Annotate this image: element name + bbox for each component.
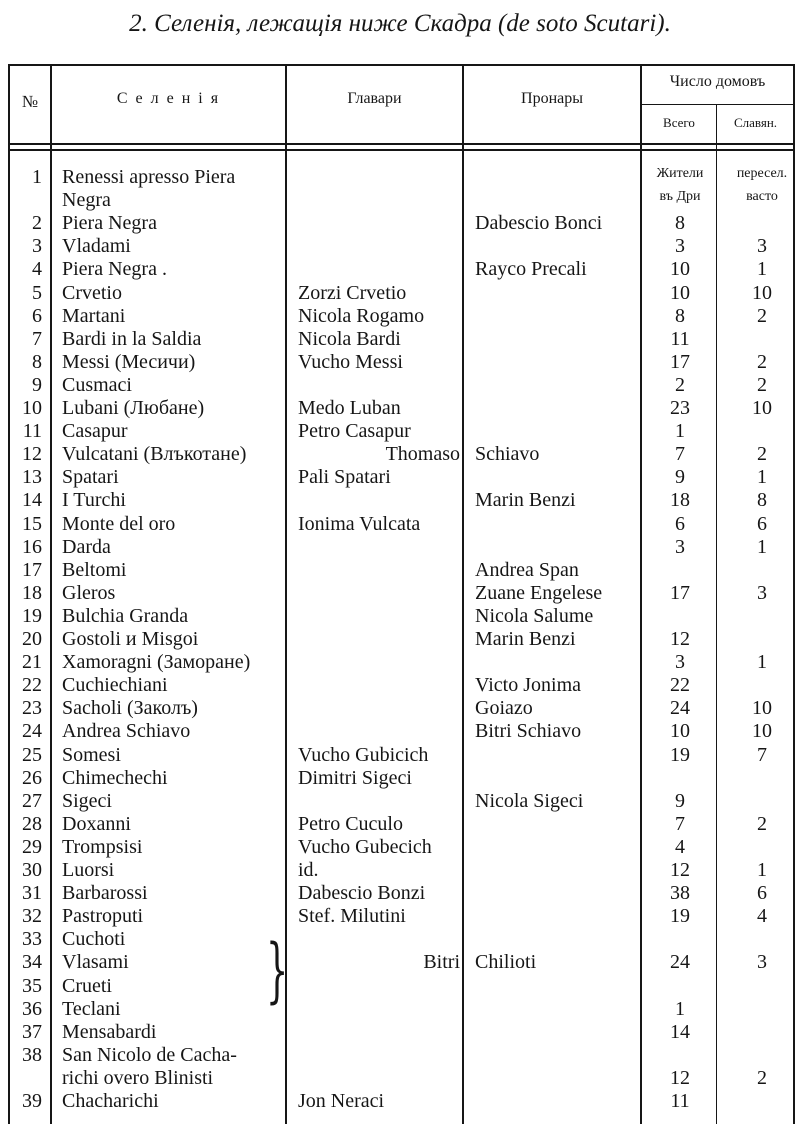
settlement-cell: San Nicolo de Cachа-	[62, 1043, 237, 1066]
pronar-cell: Marin Benzi	[475, 489, 576, 512]
row-number: 8	[32, 350, 42, 373]
settlement-cell: Somesi	[62, 743, 121, 766]
slav-houses-cell: 3	[757, 951, 767, 974]
table-row	[0, 397, 800, 420]
row-number: 28	[22, 812, 42, 835]
header-pronari: Пронары	[521, 90, 583, 107]
total-houses-cell: 22	[670, 674, 690, 697]
chief-cell: Medo Luban	[298, 397, 401, 419]
table-row	[0, 489, 800, 512]
pronar-cell: Victo Jonima	[475, 674, 582, 697]
row-number: 4	[32, 258, 42, 281]
settlement-cell: Negra	[62, 189, 111, 212]
settlement-cell: I Turchi	[62, 489, 126, 512]
total-houses-cell: 10	[670, 258, 690, 281]
slav-houses-cell: пересел.	[736, 166, 788, 181]
table-top-rule	[8, 64, 794, 66]
header-slav: Славян.	[733, 115, 778, 130]
table-row	[0, 790, 800, 813]
settlement-cell: Gleros	[62, 581, 116, 604]
chief-cell: Dabescio Bonzi	[298, 882, 426, 905]
pronar-cell: Andrea Span	[475, 558, 579, 581]
settlement-cell: Martani	[62, 304, 126, 327]
total-houses-cell: 1	[675, 997, 685, 1020]
row-number: 31	[22, 882, 42, 905]
row-number: 12	[22, 443, 42, 466]
pronar-cell: Dabescio Bonci	[475, 212, 603, 235]
header-total: Всего	[663, 115, 695, 130]
slav-houses-cell: 3	[757, 581, 767, 604]
settlement-cell: Crueti	[62, 974, 112, 997]
table-row	[0, 605, 800, 628]
slav-houses-cell: 1	[757, 535, 767, 558]
total-houses-cell: 10	[670, 720, 690, 743]
table-row	[0, 443, 800, 466]
row-number: 19	[22, 604, 42, 627]
total-houses-cell: 9	[675, 466, 685, 489]
chief-cell: Ionima Vulcata	[298, 512, 421, 535]
table-row	[0, 212, 800, 235]
pronar-cell: Zuane Engelese	[475, 581, 603, 604]
settlement-cell: Xamoragni (Заморане)	[62, 651, 251, 674]
table-row	[0, 1067, 800, 1090]
chief-cell: Jon Neraci	[298, 1090, 385, 1112]
table-row	[0, 513, 800, 536]
total-houses-cell: Жители	[656, 166, 704, 181]
total-houses-cell: 7	[675, 443, 685, 466]
row-number: 21	[22, 651, 42, 674]
table-row	[0, 166, 800, 189]
total-houses-cell: въ Дри	[659, 189, 701, 205]
page-title: 2. Селенія, лежащія ниже Скадра (de soto Scutari).	[129, 10, 671, 37]
settlement-cell: Cuchoti	[62, 928, 126, 951]
table-row	[0, 328, 800, 351]
row-number: 20	[22, 628, 42, 650]
settlement-cell: Piera Negra .	[62, 258, 167, 281]
row-number: 33	[22, 928, 42, 951]
row-number: 25	[22, 743, 42, 766]
chief-cell: Petro Cuculo	[298, 812, 403, 835]
slav-houses-cell: 1	[757, 466, 767, 489]
settlement-cell: Doxanni	[62, 812, 131, 835]
chief-cell: Stef. Milutini	[298, 905, 406, 928]
table-row	[0, 674, 800, 697]
row-number: 36	[22, 997, 42, 1020]
settlement-cell: Lubani (Любане)	[62, 397, 205, 419]
slav-houses-cell: 2	[757, 812, 767, 835]
settlement-cell: Vulcatani (Влъкотане)	[62, 443, 247, 466]
row-number: 30	[22, 859, 42, 881]
row-number: 24	[22, 720, 42, 743]
settlement-cell: Chimechechi	[62, 766, 168, 789]
settlement-cell: Vlasami	[62, 951, 129, 974]
slav-houses-cell: 8	[757, 489, 767, 512]
total-houses-cell: 3	[675, 235, 685, 258]
row-number: 39	[22, 1090, 42, 1112]
slav-houses-cell: васто	[746, 189, 778, 205]
settlement-cell: Crvetio	[62, 281, 122, 304]
header-settlements: С е л е н і я	[116, 90, 221, 107]
table-row	[0, 258, 800, 281]
total-houses-cell: 17	[670, 581, 690, 604]
row-number: 27	[22, 789, 42, 812]
settlement-cell: Trompsisi	[62, 835, 143, 858]
chief-cell: Vucho Messi	[298, 350, 403, 373]
chief-cell: Dimitri Sigeci	[298, 766, 412, 789]
slav-houses-cell: 2	[757, 350, 767, 373]
pronar-cell: Chilioti	[475, 951, 537, 974]
pronar-cell: Rayco Precali	[475, 258, 587, 281]
table-row	[0, 628, 800, 651]
chief-cell: Vucho Gubecich	[298, 835, 432, 858]
header-num: №	[21, 92, 39, 111]
row-number: 32	[22, 905, 42, 928]
table-row	[0, 351, 800, 374]
row-number: 14	[22, 489, 42, 512]
settlement-cell: Casapur	[62, 420, 128, 443]
slav-houses-cell: 7	[757, 743, 767, 766]
table-row	[0, 282, 800, 305]
total-houses-cell: 11	[670, 327, 690, 350]
row-number: 29	[22, 835, 42, 858]
pronar-cell: Schiavo	[475, 443, 540, 466]
settlement-cell: Barbarossi	[62, 882, 148, 905]
settlement-cell: Darda	[62, 535, 111, 558]
chief-cell: Pali Spatari	[298, 466, 391, 489]
table-row	[0, 998, 800, 1021]
row-number: 9	[32, 373, 42, 396]
total-houses-cell: 8	[675, 304, 685, 327]
row-number: 37	[22, 1020, 42, 1043]
row-number: 16	[22, 535, 42, 558]
table-row	[0, 536, 800, 559]
slav-houses-cell: 4	[757, 905, 767, 928]
total-houses-cell: 9	[675, 789, 685, 812]
slav-houses-cell: 6	[757, 512, 767, 535]
chief-cell: Nicola Rogamo	[298, 304, 425, 327]
header-houses: Число домовъ	[669, 73, 766, 90]
total-houses-cell: 6	[675, 512, 685, 535]
table-row	[0, 744, 800, 767]
settlement-cell: richi overo Blinisti	[62, 1066, 214, 1089]
table-row	[0, 975, 800, 998]
settlement-cell: Cuchiechiani	[62, 674, 168, 697]
slav-houses-cell: 1	[757, 651, 767, 674]
total-houses-cell: 12	[670, 859, 690, 881]
settlement-cell: Andrea Schiavo	[62, 720, 191, 743]
slav-houses-cell: 1	[757, 258, 767, 281]
total-houses-cell: 23	[670, 397, 690, 419]
total-houses-cell: 3	[675, 535, 685, 558]
settlement-cell: Mensabardi	[62, 1020, 157, 1043]
chief-cell: Zorzi Crvetio	[298, 281, 407, 304]
total-houses-cell: 1	[675, 420, 685, 443]
settlement-cell: Chacharichi	[62, 1090, 159, 1112]
table-row	[0, 905, 800, 928]
header-chiefs: Главари	[347, 90, 402, 107]
settlement-cell: Renessi apresso Piera	[62, 166, 236, 188]
total-houses-cell: 24	[670, 951, 690, 974]
slav-houses-cell: 10	[752, 281, 772, 304]
table-row	[0, 582, 800, 605]
row-number: 17	[22, 558, 42, 581]
row-number: 11	[22, 420, 42, 443]
slav-houses-cell: 1	[757, 859, 767, 881]
table-row	[0, 813, 800, 836]
table-row	[0, 951, 800, 974]
total-houses-cell: 38	[670, 882, 690, 905]
settlement-cell: Sacholi (Заколъ)	[62, 697, 198, 720]
pronar-cell: Goiazo	[475, 697, 533, 720]
total-houses-cell: 17	[670, 350, 690, 373]
total-houses-cell: 19	[670, 743, 690, 766]
total-houses-cell: 10	[670, 281, 690, 304]
settlement-cell: Gostoli и Misgoi	[62, 628, 199, 650]
total-houses-cell: 24	[670, 697, 690, 720]
row-number: 34	[22, 951, 42, 974]
total-houses-cell: 19	[670, 905, 690, 928]
row-number: 2	[32, 212, 42, 235]
chief-cell: Nicola Bardi	[298, 327, 401, 350]
pronar-cell: Nicola Sigeci	[475, 789, 584, 812]
table-row	[0, 882, 800, 905]
settlement-cell: Luorsi	[62, 859, 115, 881]
row-number: 6	[32, 304, 42, 327]
table-row	[0, 466, 800, 489]
pronar-cell: Nicola Salume	[475, 604, 594, 627]
table-row	[0, 651, 800, 674]
row-number: 1	[32, 166, 42, 188]
table-row	[0, 697, 800, 720]
total-houses-cell: 12	[670, 1066, 690, 1089]
settlement-cell: Sigeci	[62, 789, 112, 812]
table-row	[0, 189, 800, 212]
total-houses-cell: 12	[670, 628, 690, 650]
chief-cell: Bitri	[423, 951, 460, 974]
table-row	[0, 235, 800, 258]
table-row	[0, 836, 800, 859]
table-row	[0, 1021, 800, 1044]
row-number: 23	[22, 697, 42, 720]
slav-houses-cell: 2	[757, 443, 767, 466]
settlement-cell: Piera Negra	[62, 212, 157, 235]
slav-houses-cell: 2	[757, 304, 767, 327]
table-row	[0, 305, 800, 328]
total-houses-cell: 2	[675, 373, 685, 396]
pronar-cell: Marin Benzi	[475, 628, 576, 650]
row-number: 3	[32, 235, 42, 258]
houses-subheader-rule	[640, 104, 794, 105]
total-houses-cell: 18	[670, 489, 690, 512]
settlement-cell: Spatari	[62, 466, 119, 489]
table-row	[0, 767, 800, 790]
total-houses-cell: 11	[670, 1090, 690, 1112]
total-houses-cell: 3	[675, 651, 685, 674]
settlement-cell: Bardi in la Saldia	[62, 327, 202, 350]
row-number: 10	[22, 397, 42, 419]
settlement-cell: Messi (Месичи)	[62, 350, 196, 373]
table-row	[0, 859, 800, 882]
table-row	[0, 559, 800, 582]
table-row	[0, 420, 800, 443]
row-number: 7	[32, 327, 42, 350]
table-row	[0, 1044, 800, 1067]
slav-houses-cell: 2	[757, 373, 767, 396]
slav-houses-cell: 2	[757, 1066, 767, 1089]
header-bottom-rule-double	[8, 149, 794, 151]
table-row	[0, 374, 800, 397]
chief-cell: Vucho Gubicich	[298, 743, 429, 766]
settlement-cell: Bulchia Granda	[62, 604, 189, 627]
table-row	[0, 1090, 800, 1113]
total-houses-cell: 7	[675, 812, 685, 835]
settlement-cell: Beltomi	[62, 558, 127, 581]
chief-cell: id.	[298, 859, 319, 881]
header-bottom-rule	[8, 143, 794, 145]
slav-houses-cell: 10	[752, 720, 772, 743]
row-number: 13	[22, 466, 42, 489]
pronar-cell: Bitri Schiavo	[475, 720, 582, 743]
table-row	[0, 928, 800, 951]
row-number: 15	[22, 512, 42, 535]
table-row	[0, 720, 800, 743]
row-number: 18	[22, 581, 42, 604]
chief-cell: Petro Casapur	[298, 420, 411, 443]
row-number: 22	[22, 674, 42, 697]
settlement-cell: Cusmaci	[62, 373, 132, 396]
settlement-cell: Vladami	[62, 235, 131, 258]
total-houses-cell: 14	[670, 1020, 690, 1043]
slav-houses-cell: 10	[752, 697, 772, 720]
total-houses-cell: 4	[675, 835, 685, 858]
row-number: 26	[22, 766, 42, 789]
slav-houses-cell: 10	[752, 397, 772, 419]
chief-cell: Thomaso	[385, 443, 460, 466]
settlement-cell: Monte del oro	[62, 512, 176, 535]
total-houses-cell: 8	[675, 212, 685, 235]
row-number: 5	[32, 281, 42, 304]
settlement-cell: Pastroputi	[62, 905, 144, 928]
grouping-brace: }	[266, 929, 289, 1011]
settlement-cell: Teclani	[62, 997, 121, 1020]
slav-houses-cell: 6	[757, 882, 767, 905]
row-number: 35	[22, 974, 42, 997]
slav-houses-cell: 3	[757, 235, 767, 258]
row-number: 38	[22, 1043, 42, 1066]
